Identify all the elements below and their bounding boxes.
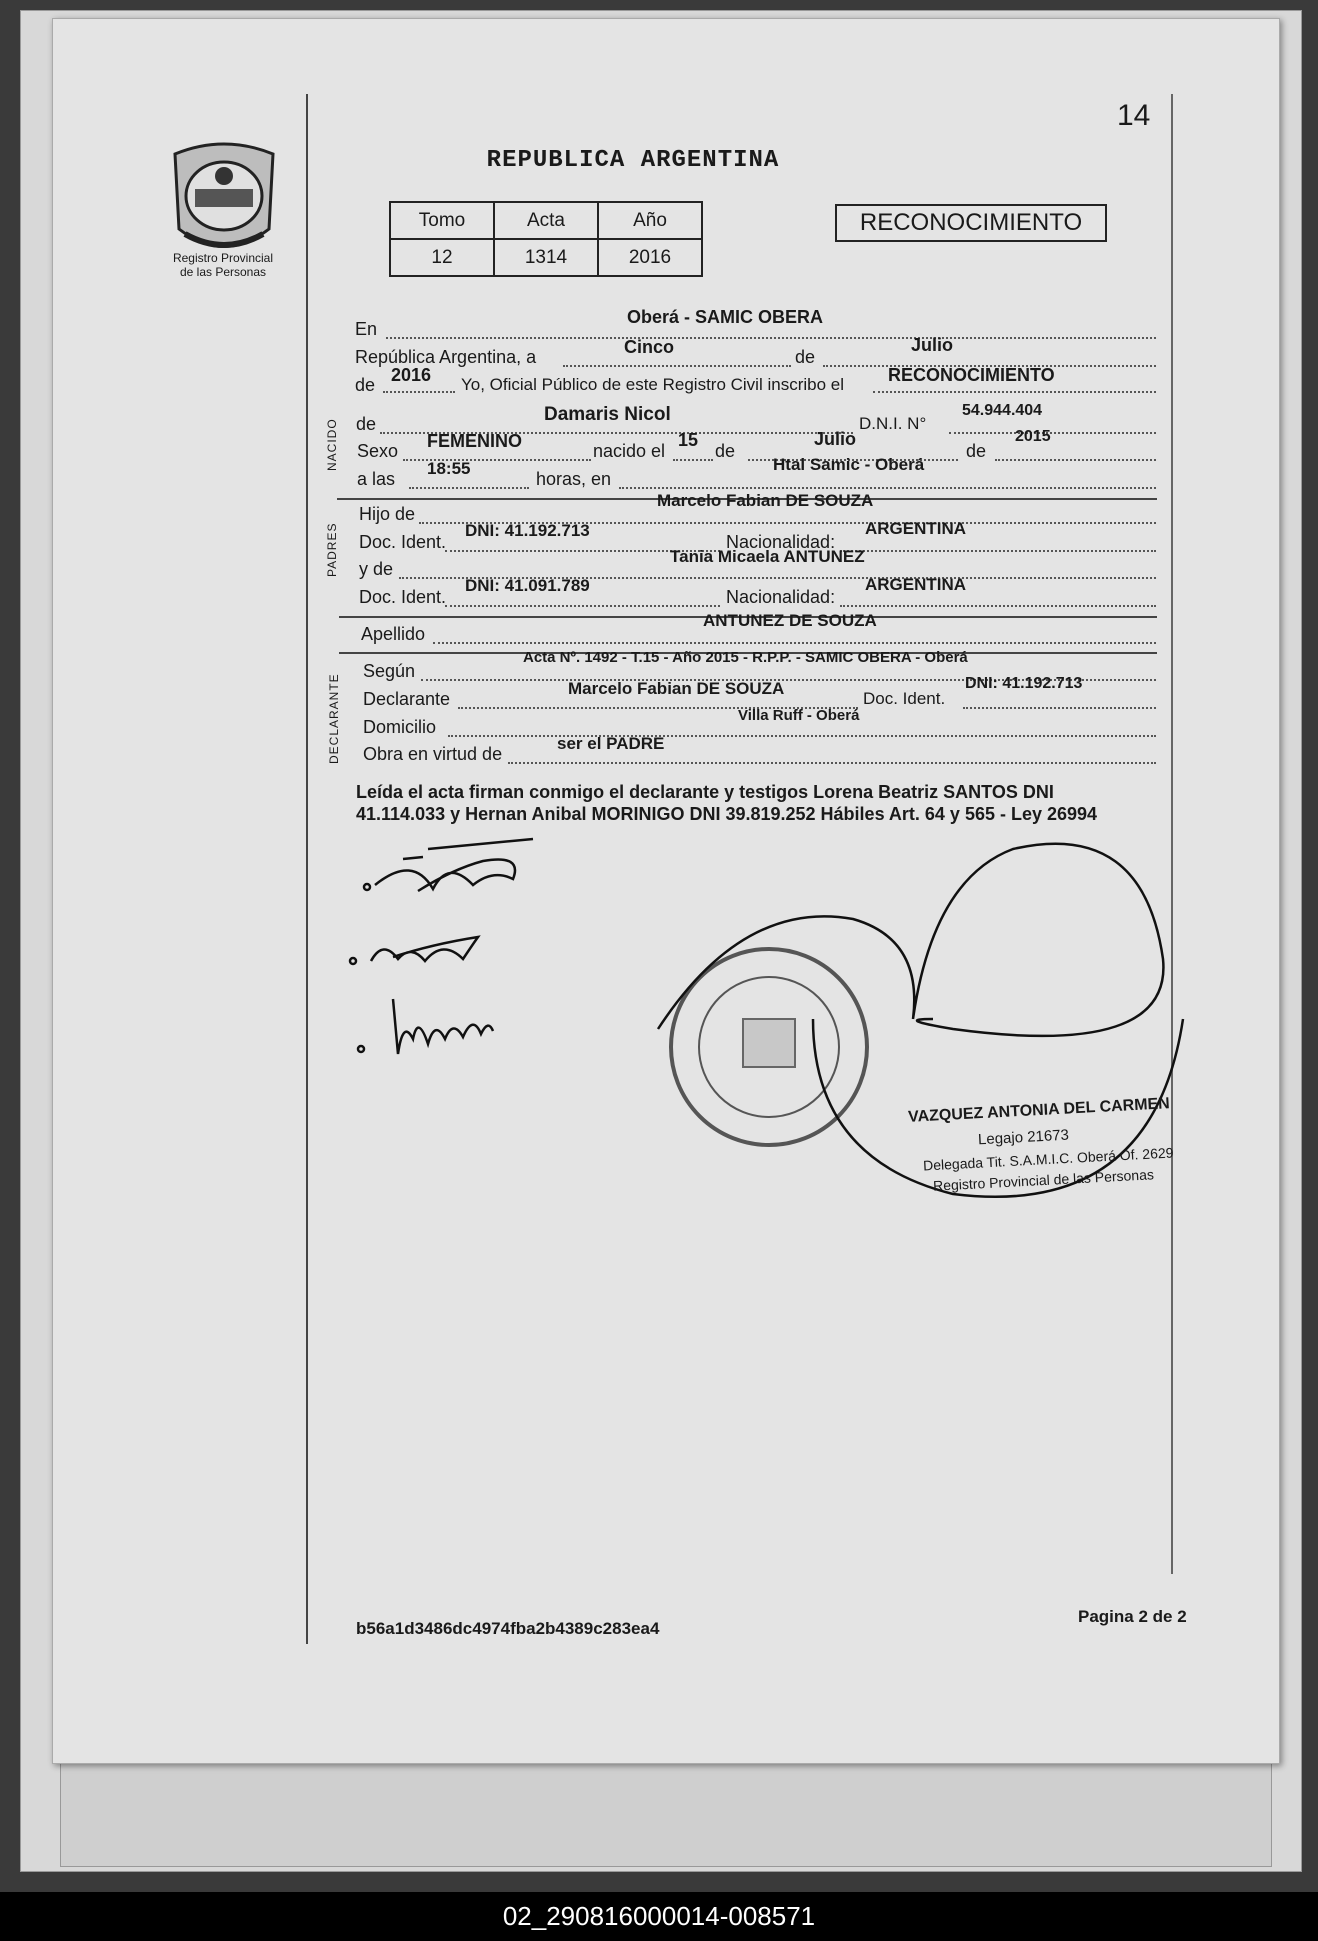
- sexo-value: FEMENINO: [427, 431, 523, 451]
- dia-value: Cinco: [624, 337, 675, 357]
- officer-legajo: Legajo 21673: [977, 1126, 1070, 1149]
- seal-caption-line1: Registro Provincial: [172, 251, 274, 265]
- witness-signature-1: [364, 839, 533, 891]
- declarante-value: Marcelo Fabian DE SOUZA: [568, 679, 785, 698]
- hora-value: 18:55: [427, 459, 471, 478]
- tomo-value: 12: [390, 239, 494, 276]
- page-number: 14: [1117, 99, 1151, 132]
- acta-value: 1314: [494, 239, 598, 276]
- domicilio-label: Domicilio: [363, 717, 437, 737]
- dni-value: 54.944.404: [962, 402, 1043, 419]
- anio-header: Año: [598, 202, 702, 239]
- segun-value: Acta Nº. 1492 - T.15 - Año 2015 - R.P.P. - SAMIC OBERA - Oberá: [523, 649, 968, 666]
- obra-label: Obra en virtud de: [363, 744, 503, 764]
- officer-name: VAZQUEZ ANTONIA DEL CARMEN: [907, 1095, 1171, 1126]
- de-label-2: de: [355, 375, 376, 395]
- republica-label: República Argentina, a: [355, 347, 537, 367]
- nac1-label: Nacionalidad:: [726, 532, 836, 552]
- nac1-value: ARGENTINA: [865, 519, 967, 538]
- witness-signature-2: [350, 937, 478, 964]
- officer-role: Delegada Tit. S.A.M.I.C. Oberá Of. 2629: [922, 1144, 1174, 1174]
- acta-header: Acta: [494, 202, 598, 239]
- apellido-value: ANTUNEZ DE SOUZA: [703, 611, 877, 630]
- officer-signature: [658, 844, 1183, 1197]
- doc3-label: Doc. Ident.: [863, 689, 946, 708]
- nacido-label: nacido el: [593, 441, 666, 461]
- nombre-value: Damaris Nicol: [544, 404, 671, 425]
- doc1-value: DNI: 41.192.713: [465, 521, 590, 540]
- sexo-label: Sexo: [357, 441, 399, 461]
- nombre-label: de: [356, 414, 377, 434]
- background-sheet-lower: [60, 1760, 1272, 1867]
- closing-statement: Leída el acta firman conmigo el declarante y testigos Lorena Beatriz SANTOS DNI 41.114.033 y Hernan Anibal MORINIGO DNI 39.819.252 Hábiles Art. 64 y 565 - Ley 26994: [356, 782, 1098, 824]
- horas-label: horas, en: [536, 469, 612, 489]
- witness-signature-3: [358, 999, 493, 1054]
- yde-label: y de: [359, 559, 394, 579]
- nac2-value: ARGENTINA: [865, 575, 967, 594]
- nac-mes-value: Julio: [814, 429, 857, 449]
- segun-label: Según: [363, 661, 416, 681]
- en-label: En: [355, 319, 378, 339]
- tomo-header: Tomo: [390, 202, 494, 239]
- document-hash: b56a1d3486dc4974fba2b4389c283ea4: [356, 1619, 660, 1638]
- obra-value: ser el PADRE: [557, 734, 665, 753]
- nac-de-label-2: de: [966, 441, 987, 461]
- padre-value: Marcelo Fabian DE SOUZA: [657, 491, 874, 510]
- section-label-padres: PADRES: [325, 522, 339, 577]
- alas-label: a las: [357, 469, 396, 489]
- madre-value: Tania Micaela ANTUNEZ: [670, 547, 865, 566]
- lugar-value: Htal Samic - Oberá: [773, 455, 925, 474]
- officer-organization: Registro Provincial de las Personas: [932, 1166, 1155, 1194]
- doc2-value: DNI: 41.091.789: [465, 576, 590, 595]
- dni-label: D.N.I. N°: [859, 414, 927, 433]
- signatures-and-stamps: [53, 19, 1279, 1763]
- de-label-1: de: [795, 347, 816, 367]
- certificate-page: [52, 18, 1280, 1764]
- declarante-label: Declarante: [363, 689, 451, 709]
- nac-dia-value: 15: [678, 430, 699, 450]
- section-label-nacido: NACIDO: [325, 418, 339, 471]
- nac-anio-value: 2015: [1015, 428, 1051, 445]
- en-value: Oberá - SAMIC OBERA: [627, 307, 824, 327]
- oficial-text: Yo, Oficial Público de este Registro Civil inscribo el: [461, 375, 844, 394]
- doc2-label: Doc. Ident.: [359, 587, 447, 607]
- hijo-label: Hijo de: [359, 504, 416, 524]
- doc1-label: Doc. Ident.: [359, 532, 447, 552]
- nac2-label: Nacionalidad:: [726, 587, 836, 607]
- nac-de-label-1: de: [715, 441, 736, 461]
- inscribe-value: RECONOCIMIENTO: [888, 365, 1055, 385]
- apellido-label: Apellido: [361, 624, 426, 644]
- mes-value: Julio: [911, 335, 954, 355]
- document-title: REPUBLICA ARGENTINA: [486, 147, 780, 174]
- anio-inscripcion-value: 2016: [391, 365, 432, 385]
- file-id-bar: 02_290816000014-008571: [0, 1892, 1318, 1941]
- pagination: Pagina 2 de 2: [1078, 1607, 1187, 1626]
- doc3-value: DNI: 41.192.713: [965, 675, 1083, 692]
- record-type-box: RECONOCIMIENTO: [835, 204, 1107, 242]
- anio-value: 2016: [598, 239, 702, 276]
- seal-caption-line2: de las Personas: [179, 265, 267, 279]
- section-label-declarante: DECLARANTE: [327, 673, 341, 764]
- domicilio-value: Villa Ruff - Oberá: [738, 707, 860, 724]
